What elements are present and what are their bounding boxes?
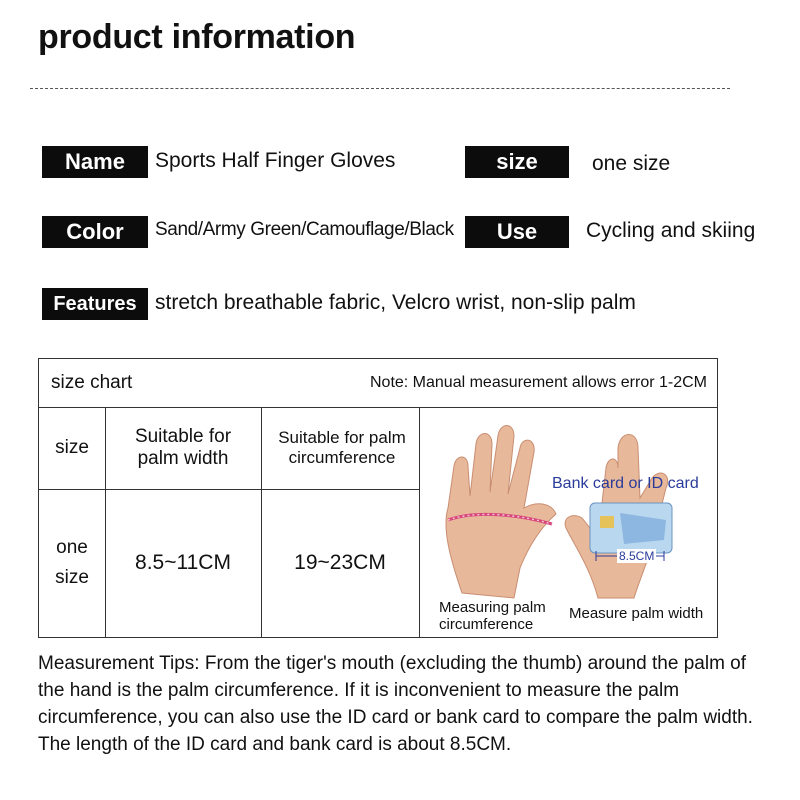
features-label: Features <box>42 288 148 320</box>
header-palm-circumference: Suitable for palm circumference <box>278 428 406 467</box>
features-value: stretch breathable fabric, Velcro wrist, non-slip palm <box>155 291 636 314</box>
row-size: one size <box>55 537 89 588</box>
color-label: Color <box>42 216 148 248</box>
row-palm-width: 8.5~11CM <box>135 551 231 574</box>
measurement-tips: Measurement Tips: From the tiger's mouth (excluding the thumb) around the palm of the hand is the palm circumference. If it is inconvenient to measure the palm circumference, you can also use the ID card or bank card to compare the palm width. The length of the ID card and bank card is about 8.5CM. <box>38 653 753 755</box>
color-value: Sand/Army Green/Camouflage/Black <box>155 219 454 240</box>
page-title: product information <box>38 18 356 56</box>
left-hand-icon <box>446 426 556 599</box>
right-hand-icon <box>565 435 672 599</box>
size-chart-table <box>38 358 718 638</box>
name-value: Sports Half Finger Gloves <box>155 149 396 172</box>
card-label: Bank card or ID card <box>552 475 699 492</box>
header-size: size <box>55 437 89 458</box>
size-chart-title: size chart <box>51 372 133 393</box>
name-label: Name <box>42 146 148 178</box>
divider <box>30 88 730 89</box>
size-chart-note: Note: Manual measurement allows error 1-2CM <box>369 374 707 391</box>
caption-palm-width: Measure palm width <box>569 605 704 622</box>
use-value: Cycling and skiing <box>586 219 756 242</box>
use-label: Use <box>465 216 569 248</box>
row-palm-circumference: 19~23CM <box>294 551 386 574</box>
card-measure: 8.5CM <box>619 549 655 563</box>
header-palm-width: Suitable for palm width <box>134 426 232 469</box>
size-label: size <box>465 146 569 178</box>
size-value: one size <box>592 152 671 175</box>
caption-palm-circumference: Measuring palm circumference <box>439 599 546 633</box>
